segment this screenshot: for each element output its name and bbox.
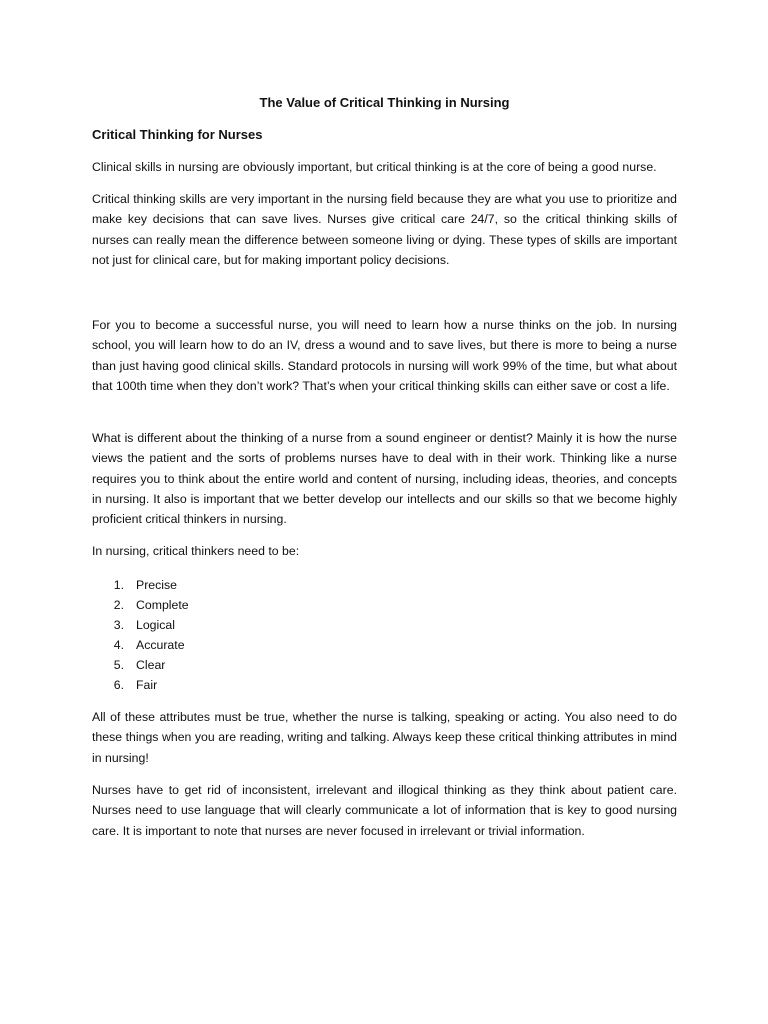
list-item — [92, 575, 392, 595]
paragraph-intro: Clinical skills in nursing are obviously important, but critical thinking is at the core of being a good nurse. — [92, 160, 657, 174]
list-item-number: 2. — [113, 598, 124, 612]
list-item-number: 5. — [113, 658, 124, 672]
list-item-text: Fair — [136, 678, 158, 692]
list-item-text: Logical — [136, 618, 175, 632]
list-item-text: Accurate — [136, 638, 185, 652]
list-item-text: Precise — [136, 578, 178, 592]
attributes-list — [92, 575, 392, 695]
list-item-number: 3. — [113, 618, 124, 632]
list-item — [92, 675, 392, 695]
list-item-number: 1. — [113, 578, 124, 592]
list-item-text: Complete — [136, 598, 189, 612]
list-item-number: 6. — [113, 678, 124, 692]
list-item — [92, 615, 392, 635]
list-item — [92, 595, 392, 615]
paragraph-list-intro: In nursing, critical thinkers need to be: — [92, 544, 300, 558]
list-item — [92, 655, 392, 675]
paragraph-importance: Critical thinking skills are very important in the nursing field because they are what you use to prioritize and make key decisions that can save lives. Nurses give critical care 24/7, so the critical thinking skills of nurses can really mean the difference between someone living or dying. These types of skills are important not just for clinical care, but for making important policy decisions. — [92, 192, 677, 267]
paragraph-inconsistent-thinking: Nurses have to get rid of inconsistent, irrelevant and illogical thinking as they think about patient care. Nurses need to use language that will clearly communicate a lot of information that is key to good nursing care. It is important to note that nurses are never focused in irrelevant or trivial information. — [92, 783, 677, 838]
list-item-number: 4. — [113, 638, 124, 652]
paragraph-different-thinking: What is different about the thinking of a nurse from a sound engineer or dentist? Mainly it is how the nurse views the patient and the sorts of problems nurses have to deal with in their work. Thinking like a nurse requires you to think about the entire world and content of nursing, including ideas, theories, and concepts in nursing. It also is important that we better develop our intellects and our skills so that we become highly proficient critical thinkers in nursing. — [92, 431, 677, 527]
list-item-text: Clear — [136, 658, 166, 672]
list-item — [92, 635, 392, 655]
paragraph-successful-nurse: For you to become a successful nurse, you will need to learn how a nurse thinks on the job. In nursing school, you will learn how to do an IV, dress a wound and to save lives, but there is more to being a nurse than just having good clinical skills. Standard protocols in nursing will work 99% of the time, but what about that 100th time when they don’t work? That’s when your critical thinking skills can either save or cost a life. — [92, 318, 677, 393]
document-title: The Value of Critical Thinking in Nursing — [259, 95, 510, 110]
section-heading: Critical Thinking for Nurses — [92, 127, 263, 142]
paragraph-attributes-true: All of these attributes must be true, whether the nurse is talking, speaking or acting. You also need to do these things when you are reading, writing and talking. Always keep these critical thinking attributes in mind in nursing! — [92, 710, 677, 765]
